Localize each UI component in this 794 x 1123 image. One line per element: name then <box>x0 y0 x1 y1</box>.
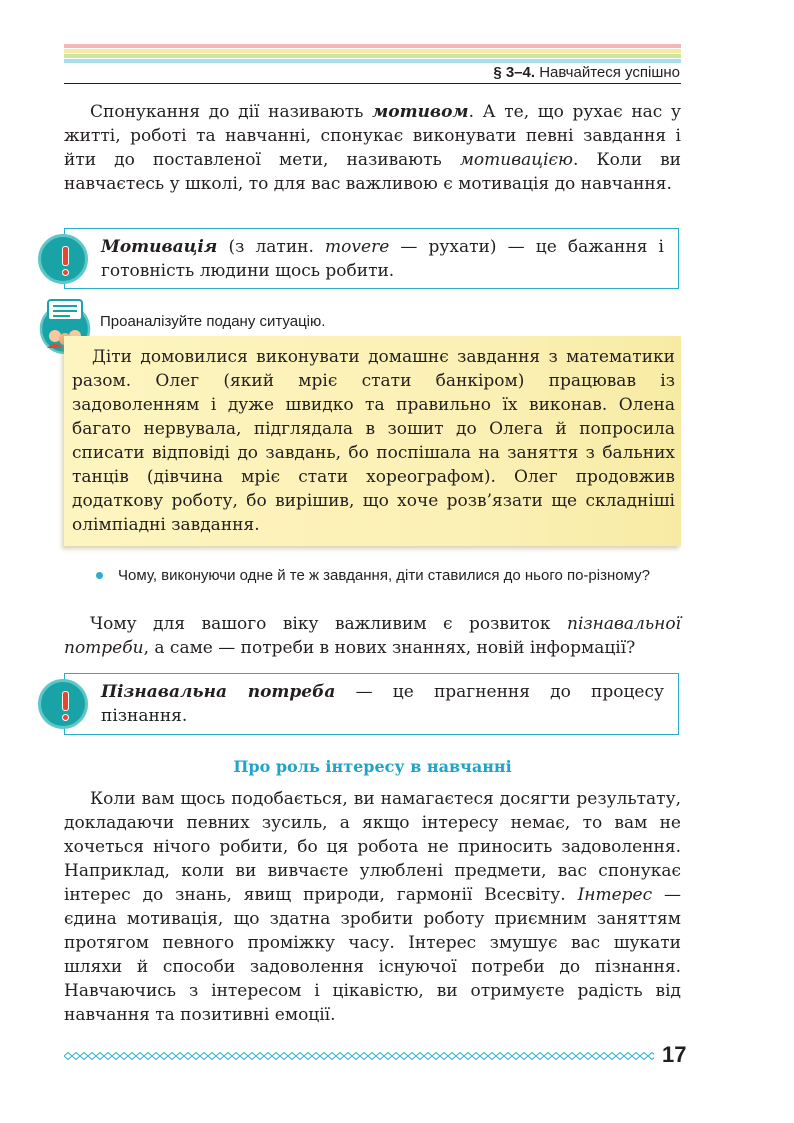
definition-term: Мотивація <box>101 237 218 257</box>
definition2-term: Пізнавальна потреба <box>101 682 336 702</box>
question-text-2: , а саме — потреби в нових знаннях, новій інформації? <box>143 638 636 658</box>
term-interest: Інтерес <box>577 885 653 905</box>
intro-paragraph <box>64 100 681 196</box>
header-rule <box>64 83 681 84</box>
bullet-question-text: Чому, виконуючи одне й те ж завдання, діти ставилися до нього по-різному? <box>118 567 650 584</box>
situation-note <box>64 336 681 546</box>
term-cognitive-need: пізнавальної потреби <box>64 614 681 658</box>
exclamation-icon <box>38 679 88 729</box>
section-heading: Про роль інтересу в навчанні <box>233 757 512 776</box>
definition-text-1: (з латин. <box>217 237 326 257</box>
footer-ornament <box>64 1052 654 1060</box>
interest-text-1: Коли вам щось подобається, ви намагаєтеся досягти результату, докладаючи певних зусиль, а якщо інтересу немає, то вам не хочеться нічого робити, бо ця робота не приносить задоволення. Наприклад, коли ви вивчаєте улюблені предмети, вас спонукає інтерес до знань, явищ природи, гармонії Всесвіту. <box>64 789 681 905</box>
bullet-question <box>96 566 686 586</box>
running-header <box>493 64 680 81</box>
question-paragraph <box>64 612 681 660</box>
task-instruction: Проаналізуйте подану ситуацію. <box>100 313 326 330</box>
stripe-pink <box>64 44 681 48</box>
intro-text-1: Спонукання до дії називають <box>90 102 373 122</box>
page-number: 17 <box>662 1042 687 1067</box>
stripe-green <box>64 54 681 58</box>
definition-text-2: — рухати) — це бажання і готовність людини щось робити. <box>101 237 664 281</box>
exclamation-icon <box>38 234 88 284</box>
definition-box-motivation <box>64 228 679 289</box>
header-stripes <box>64 44 681 62</box>
term-motive: мотивом <box>372 102 469 122</box>
latin-word: movere <box>325 237 390 257</box>
definition-box-cognitive-need <box>64 673 679 735</box>
stripe-yellow <box>64 49 681 53</box>
bullet-icon <box>96 572 103 579</box>
situation-text: Діти домовилися виконувати домашнє завдання з математики разом. Олег (який мріє стати банкіром) працював із задоволенням і дуже швидко та правильно їх виконав. Олена багато нервувала, підглядала в зошит до Олега й попросила списати відповіді до завдань, бо поспішала на заняття з бальних танців (дівчина мріє стати хореографом). Олег продовжив додаткову роботу, бо вирішив, що хоче розв’язати ще складніші олімпіадні завдання. <box>72 347 675 535</box>
definition2-text: — це прагнення до процесу пізнання. <box>101 682 664 726</box>
intro-text-3: . Коли ви навчаєтесь у школі, то для вас важливою є мотивація до навчання. <box>64 150 681 194</box>
intro-text-2: . А те, що рухає нас у житті, роботі та навчанні, спонукає виконувати певні завдання і йти до поставленої мети, називають <box>64 102 681 170</box>
term-motivation: мотивацією <box>459 150 574 170</box>
question-text-1: Чому для вашого віку важливим є розвиток <box>90 614 568 634</box>
chapter-title: Навчайтеся успішно <box>539 64 680 81</box>
interest-paragraph <box>64 787 681 1027</box>
interest-text-2: — єдина мотивація, що здатна зробити роботу приємним заняттям протягом певного проміжку часу. Інтерес змушує вас шукати шляхи й способи задоволення існуючої потреби до пізнання. Навчаючись з інтересом і цікавістю, ви отримуєте радість від навчання та позитивні емоції. <box>64 885 682 1025</box>
section-number: § 3–4. <box>493 64 536 81</box>
stripe-blue <box>64 59 681 63</box>
